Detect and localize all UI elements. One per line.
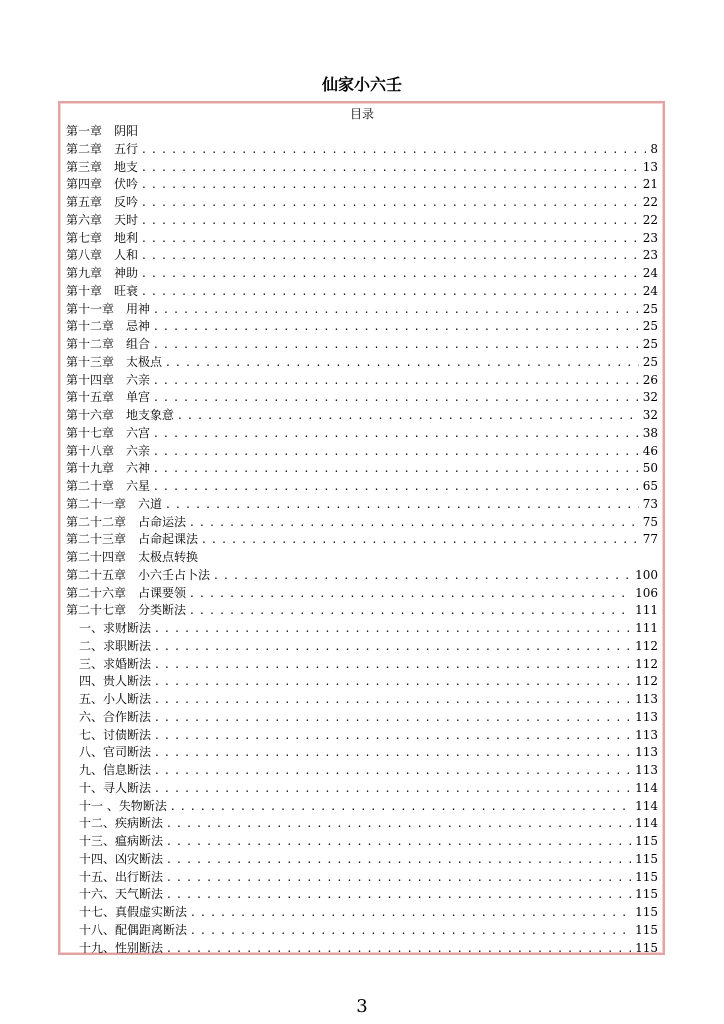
toc-entry-page: 100: [635, 567, 658, 582]
toc-dot-leader: [191, 922, 631, 940]
toc-entry-page: 23: [642, 248, 658, 263]
toc-dot-leader: [154, 443, 639, 461]
toc-entry[interactable]: [66, 176, 658, 194]
toc-dot-leader: [190, 585, 631, 603]
toc-entry-page: 106: [635, 585, 658, 600]
toc-entry-page: 114: [635, 780, 658, 795]
toc-dot-leader: [167, 815, 631, 833]
toc-entry-page: 113: [635, 709, 658, 724]
toc-entry-label: 八、官司断法: [79, 745, 152, 760]
toc-entry[interactable]: [66, 531, 658, 549]
toc-entry-label: 第二十章 六星: [66, 479, 151, 493]
toc-entry-label: 第八章 人和: [66, 248, 139, 263]
toc-entry[interactable]: [66, 247, 658, 265]
toc-entry-label: 十六、天气断法: [79, 887, 164, 902]
toc-entry-label: 第十九章 六神: [66, 461, 151, 476]
toc-dot-leader: [142, 176, 639, 194]
toc-entry-label: 十五、出行断法: [79, 869, 164, 884]
toc-entry-page: 113: [635, 727, 658, 742]
toc-dot-leader: [154, 301, 639, 319]
toc-entry[interactable]: [66, 709, 658, 727]
toc-dot-leader: [155, 673, 631, 691]
toc-entry-label: 十七、真假虚实断法: [79, 905, 188, 919]
toc-dot-leader: [142, 230, 639, 248]
toc-entry-label: 第十三章 太极点: [66, 354, 163, 369]
toc-entry-label: 六、合作断法: [79, 709, 152, 724]
toc-entry-page: 25: [642, 354, 658, 369]
toc-dot-leader: [155, 638, 631, 656]
toc-dot-leader: [154, 336, 639, 354]
toc-entry[interactable]: [66, 230, 658, 248]
toc-dot-leader: [142, 194, 639, 212]
toc-entry[interactable]: [66, 904, 658, 922]
toc-entry[interactable]: [66, 727, 658, 745]
toc-entry-page: 115: [635, 905, 658, 919]
toc-entry[interactable]: [66, 460, 658, 478]
toc-dot-leader: [142, 283, 639, 301]
toc-entry-label: 五、小人断法: [79, 692, 152, 706]
toc-dot-leader: [155, 709, 631, 727]
toc-entry[interactable]: [66, 851, 658, 869]
toc-dot-leader: [142, 265, 639, 283]
toc-entry[interactable]: [66, 389, 658, 407]
toc-entry-page: 115: [635, 922, 658, 937]
toc-entry[interactable]: [66, 886, 658, 904]
toc-entry-label: 十一 、失物断法: [79, 798, 167, 813]
toc-entry-label: 第二十七章 分类断法: [66, 603, 187, 618]
toc-entry-page: 22: [642, 195, 658, 209]
toc-dot-leader: [155, 691, 631, 709]
toc-entry[interactable]: [66, 336, 658, 354]
toc-entry-page: 111: [635, 603, 658, 618]
toc-dot-leader: [154, 478, 639, 496]
toc-entry-page: 111: [635, 621, 658, 635]
toc-entry[interactable]: [66, 318, 658, 336]
toc-entry-label: 二、求职断法: [79, 638, 152, 653]
toc-entry-label: 十二、疾病断法: [79, 816, 164, 831]
toc-entry[interactable]: [66, 940, 658, 958]
toc-entry[interactable]: [66, 567, 658, 585]
toc-dot-leader: [178, 407, 639, 425]
toc-entry-label: 第二十六章 占课要领: [66, 585, 187, 600]
toc-dot-leader: [190, 514, 639, 532]
toc-entry-page: 113: [635, 745, 658, 760]
toc-dot-leader: [167, 886, 631, 904]
toc-entry-page: 8: [650, 141, 658, 156]
toc-entry[interactable]: [66, 869, 658, 887]
toc-entry[interactable]: [66, 407, 658, 425]
toc-dot-leader: [167, 851, 631, 869]
toc-entry-page: 115: [635, 887, 658, 902]
toc-entry-page: 24: [642, 266, 658, 280]
toc-entry-page: 73: [642, 496, 658, 511]
toc-entry[interactable]: [66, 744, 658, 762]
toc-entry-page: 65: [642, 479, 658, 493]
toc-entry[interactable]: [66, 638, 658, 656]
toc-entry-page: 114: [635, 816, 658, 831]
toc-entry-label: 三、求婚断法: [79, 656, 152, 671]
toc-entry-page: 25: [642, 337, 658, 351]
toc-entry-label: 第二十五章 小六壬占卜法: [66, 567, 211, 582]
toc-entry-label: 七、讨债断法: [79, 727, 152, 742]
toc-entry-page: 115: [635, 851, 658, 866]
toc-entry-page: 112: [635, 656, 658, 671]
toc-entry-page: 32: [642, 408, 658, 422]
toc-entry[interactable]: [66, 141, 658, 159]
toc-entry-label: 第一章 阴阳: [66, 124, 139, 138]
toc-entry-page: 112: [635, 638, 658, 653]
toc-list: [66, 123, 658, 957]
toc-entry[interactable]: [66, 691, 658, 709]
toc-dot-leader: [214, 567, 631, 585]
toc-dot-leader: [155, 780, 631, 798]
toc-entry[interactable]: [66, 585, 658, 603]
toc-entry-page: 115: [635, 869, 658, 884]
toc-entry-label: 第七章 地利: [66, 230, 139, 245]
toc-entry[interactable]: [66, 425, 658, 443]
toc-entry-page: 26: [642, 372, 658, 387]
document-title: 仙家小六壬: [321, 75, 402, 94]
toc-dot-leader: [167, 833, 631, 851]
toc-entry-label: 十四、凶灾断法: [79, 851, 164, 866]
toc-entry-page: 23: [642, 230, 658, 245]
toc-dot-leader: [155, 727, 631, 745]
toc-entry-page: 113: [635, 763, 658, 777]
toc-dot-leader: [154, 318, 639, 336]
toc-entry-page: 115: [635, 940, 658, 955]
toc-dot-leader: [167, 869, 631, 887]
toc-dot-leader: [155, 656, 631, 674]
toc-entry[interactable]: [66, 212, 658, 230]
toc-entry-label: 第十七章 六宫: [66, 425, 151, 440]
toc-entry[interactable]: [66, 354, 658, 372]
toc-dot-leader: [155, 744, 631, 762]
toc-entry-page: 46: [642, 443, 658, 458]
toc-entry-label: 第九章 神助: [66, 266, 139, 280]
toc-dot-leader: [142, 141, 646, 159]
toc-entry[interactable]: [66, 514, 658, 532]
toc-entry-label: 一、求财断法: [79, 621, 152, 635]
toc-dot-leader: [167, 940, 631, 958]
toc-entry-label: 十三、瘟病断法: [79, 834, 164, 848]
toc-dot-leader: [142, 247, 639, 265]
toc-entry[interactable]: [66, 159, 658, 177]
toc-entry-label: 第十四章 六亲: [66, 372, 151, 387]
toc-dot-leader: [202, 531, 639, 549]
toc-entry-label: 第十二章 组合: [66, 337, 151, 351]
toc-entry[interactable]: [66, 549, 658, 567]
toc-entry-label: 十九、性别断法: [79, 940, 164, 955]
toc-entry[interactable]: [66, 620, 658, 638]
toc-entry-page: 24: [642, 283, 658, 298]
toc-entry[interactable]: [66, 922, 658, 940]
toc-entry-label: 第十二章 忌神: [66, 319, 151, 334]
toc-dot-leader: [142, 212, 639, 230]
toc-entry[interactable]: [66, 123, 658, 141]
toc-dot-leader: [166, 354, 639, 372]
toc-entry-label: 第二十四章 太极点转换: [66, 550, 199, 564]
toc-entry-page: 25: [642, 301, 658, 316]
toc-entry-label: 四、贵人断法: [79, 674, 152, 689]
toc-entry[interactable]: [66, 301, 658, 319]
toc-entry[interactable]: [66, 496, 658, 514]
toc-entry-label: 第五章 反吟: [66, 195, 139, 209]
toc-entry-page: 32: [642, 390, 658, 405]
toc-dot-leader: [171, 798, 631, 816]
toc-entry-page: 77: [642, 532, 658, 547]
toc-entry-label: 十八、配偶距离断法: [79, 922, 188, 937]
toc-entry-label: 第四章 伏吟: [66, 177, 139, 192]
toc-entry[interactable]: [66, 798, 658, 816]
toc-entry[interactable]: [66, 194, 658, 212]
toc-entry-label: 第二十一章 六道: [66, 496, 163, 511]
toc-entry[interactable]: [66, 602, 658, 620]
toc-dot-leader: [154, 389, 639, 407]
toc-dot-leader: [142, 159, 639, 177]
toc-entry-label: 第十一章 用神: [66, 301, 151, 316]
toc-entry-page: 115: [635, 834, 658, 848]
toc-entry-label: 九、信息断法: [79, 763, 152, 777]
toc-entry[interactable]: [66, 478, 658, 496]
toc-entry[interactable]: [66, 762, 658, 780]
toc-entry[interactable]: [66, 443, 658, 461]
toc-dot-leader: [166, 496, 639, 514]
toc-entry[interactable]: [66, 833, 658, 851]
toc-entry-page: 114: [635, 798, 658, 813]
toc-dot-leader: [154, 460, 639, 478]
toc-entry-page: 22: [642, 212, 658, 227]
toc-entry-label: 第六章 天时: [66, 212, 139, 227]
toc-dot-leader: [155, 762, 631, 780]
toc-entry[interactable]: [66, 780, 658, 798]
toc-entry-page: 112: [635, 674, 658, 689]
toc-dot-leader: [154, 372, 639, 390]
toc-entry-label: 第二十二章 占命运法: [66, 514, 187, 529]
toc-entry-label: 第二章 五行: [66, 141, 139, 156]
toc-entry-page: 25: [642, 319, 658, 334]
toc-entry-label: 十、寻人断法: [79, 780, 152, 795]
toc-entry-page: 21: [642, 177, 658, 192]
toc-entry-label: 第十章 旺衰: [66, 283, 139, 298]
toc-entry-page: 75: [642, 514, 658, 529]
toc-dot-leader: [191, 904, 631, 922]
toc-entry-label: 第十六章 地支象意: [66, 408, 175, 422]
toc-entry[interactable]: [66, 815, 658, 833]
toc-heading: 目录: [349, 107, 374, 121]
toc-entry[interactable]: [66, 372, 658, 390]
toc-entry-page: 38: [642, 425, 658, 440]
toc-entry[interactable]: [66, 656, 658, 674]
toc-dot-leader: [154, 425, 639, 443]
toc-entry-label: 第三章 地支: [66, 159, 139, 174]
toc-entry-label: 第十八章 六亲: [66, 443, 151, 458]
toc-entry-label: 第十五章 单宫: [66, 390, 151, 405]
toc-dot-leader: [190, 602, 631, 620]
toc-entry[interactable]: [66, 673, 658, 691]
toc-entry[interactable]: [66, 265, 658, 283]
toc-entry-page: 13: [642, 159, 658, 174]
page-number: 3: [356, 996, 368, 1017]
toc-entry-label: 第二十三章 占命起课法: [66, 532, 199, 547]
toc-entry[interactable]: [66, 283, 658, 301]
toc-dot-leader: [155, 620, 631, 638]
toc-entry-page: 113: [635, 692, 658, 706]
toc-entry-page: 50: [642, 461, 658, 476]
